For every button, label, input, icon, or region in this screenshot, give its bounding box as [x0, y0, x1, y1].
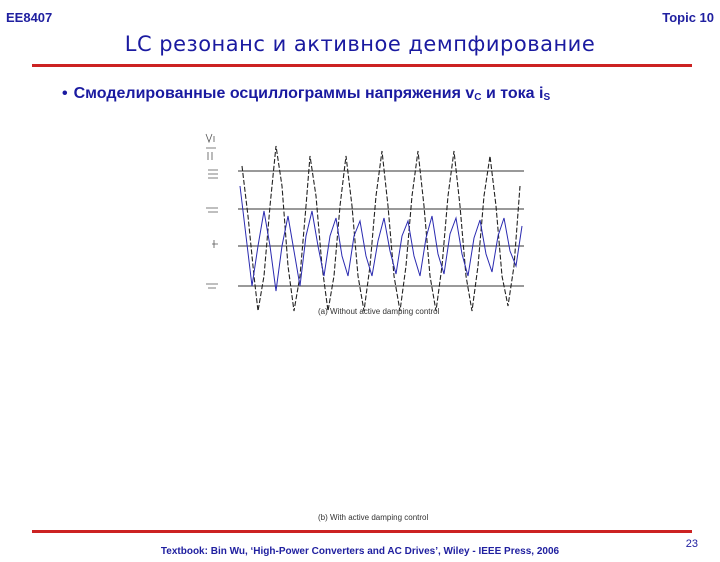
bullet-item [62, 85, 550, 103]
bullet-dot: • [62, 85, 68, 102]
page-number: 23 [685, 538, 698, 550]
waveform-figure [200, 126, 530, 326]
textbook-reference: Textbook: Bin Wu, ‘High-Power Converters and AC Drives’, Wiley - IEEE Press, 2006 [160, 546, 560, 557]
topic-label: Topic 10 [662, 10, 714, 25]
title-divider [32, 64, 692, 67]
slide-title: LC резонанс и активное демпфирование [124, 32, 596, 56]
current-trace [240, 186, 522, 291]
axis-label-scribbles [206, 134, 218, 288]
bullet-text-mid: и тока i [481, 85, 544, 102]
course-code: EE8407 [6, 10, 53, 25]
figure-caption-a: (a) Without active damping control [318, 307, 440, 316]
footer-divider [32, 530, 692, 533]
figure-caption-b: (b) With active damping control [318, 513, 429, 522]
bullet-subscript-c: C [474, 92, 482, 103]
bullet-text-main: Смоделированные осциллограммы напряжения v [73, 85, 475, 102]
bullet-subscript-s: S [543, 92, 551, 103]
